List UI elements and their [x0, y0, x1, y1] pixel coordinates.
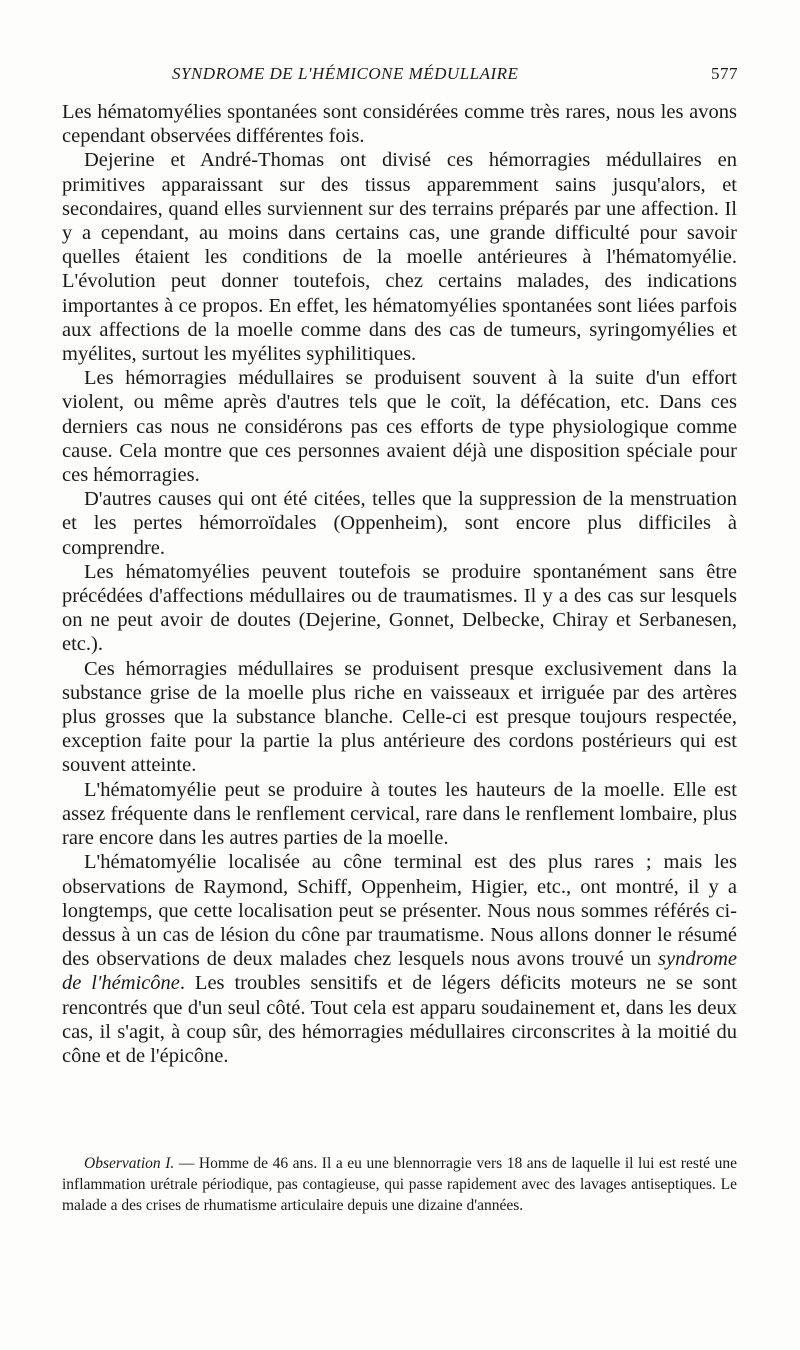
paragraph: L'hématomyélie peut se produire à toutes les hauteurs de la moelle. Elle est assez fréquente dans le renflement cervical, rare dans le renflement lombaire, plus rare encore dans les autres parties de la moelle. — [62, 778, 737, 850]
observation-text: — Homme de 46 ans. Il a eu une blennorragie vers 18 ans de laquelle il lui est resté une inflammation urétrale périodique, pas contagieuse, qui passe rapidement avec des lavages antiseptiques. Le malade a des crises de rhumatisme articulaire depuis une dizaine d'années. — [62, 1155, 737, 1214]
paragraph-last-end: . Les troubles sensitifs et de légers déficits moteurs ne se sont rencontrés que d'un seul côté. Tout cela est apparu soudainement et, dans les deux cas, il s'agit, à coup sûr, des hémorragies médullaires circonscrites à la moitié du cône et de l'épicône. — [62, 972, 737, 1067]
observation-label: Observation I. — [84, 1155, 175, 1172]
observation-note — [62, 1153, 737, 1216]
page-number: 577 — [711, 64, 738, 83]
paragraph: Dejerine et André-Thomas ont divisé ces hémorragies médullaires en primitives apparaissant sur des tissus apparemment sains jusqu'alors, et secondaires, quand elles surviennent sur des terrains préparés par une affection. Il y a cependant, au moins dans certains cas, une grande difficulté pour savoir quelles étaient les conditions de la moelle antérieures à l'hématomyélie. L'évolution peut donner toutefois, chez certains malades, des indications importantes à ce propos. En effet, les hématomyélies spontanées sont liées parfois aux affections de la moelle comme dans des cas de tumeurs, syringomyélies et myélites, surtout les myélites syphilitiques. — [62, 149, 737, 366]
page-header — [62, 64, 738, 84]
paragraph: Les hémorragies médullaires se produisent souvent à la suite d'un effort violent, ou même après d'autres tels que le coït, la défécation, etc. Dans ces derniers cas nous ne considérons pas ces efforts de type physiologique comme cause. Cela montre que ces personnes avaient déjà une disposition spéciale pour ces hémorragies. — [62, 367, 737, 487]
running-title: SYNDROME DE L'HÉMICONE MÉDULLAIRE — [172, 64, 519, 83]
body-text — [62, 100, 737, 1068]
syndrome-emphasis: syndrome de l'hémicône — [62, 948, 737, 995]
paragraph: D'autres causes qui ont été citées, telles que la suppression de la menstruation et les pertes hémorroïdales (Oppenheim), sont encore plus difficiles à comprendre. — [62, 488, 737, 559]
paragraph: Les hématomyélies peuvent toutefois se produire spontanément sans être précédées d'affections médullaires ou de traumatismes. Il y a des cas sur lesquels on ne peut avoir de doutes (Dejerine, Gonnet, Delbecke, Chiray et Serbanesen, etc.). — [62, 560, 737, 656]
paragraph-last — [62, 850, 737, 1068]
paragraph: Ces hémorragies médullaires se produisent presque exclusivement dans la substance grise de la moelle plus riche en vaisseaux et irriguée par des artères plus grosses que la substance blanche. Celle-ci est presque toujours respectée, exception faite pour la partie la plus antérieure des cordons postérieurs qui est souvent atteinte. — [62, 657, 737, 777]
paragraph-last-start: L'hématomyélie localisée au cône terminal est des plus rares ; mais les observations de Raymond, Schiff, Oppenheim, Higier, etc., ont montré, il y a longtemps, que cette localisation peut se présenter. Nous nous sommes référés ci-dessus à un cas de lésion du cône par traumatisme. Nous allons donner le résumé des observations de deux malades chez lesquels nous avons trouvé un — [62, 851, 737, 971]
paragraph: Les hématomyélies spontanées sont considérées comme très rares, nous les avons cependant observées différentes fois. — [62, 101, 737, 148]
